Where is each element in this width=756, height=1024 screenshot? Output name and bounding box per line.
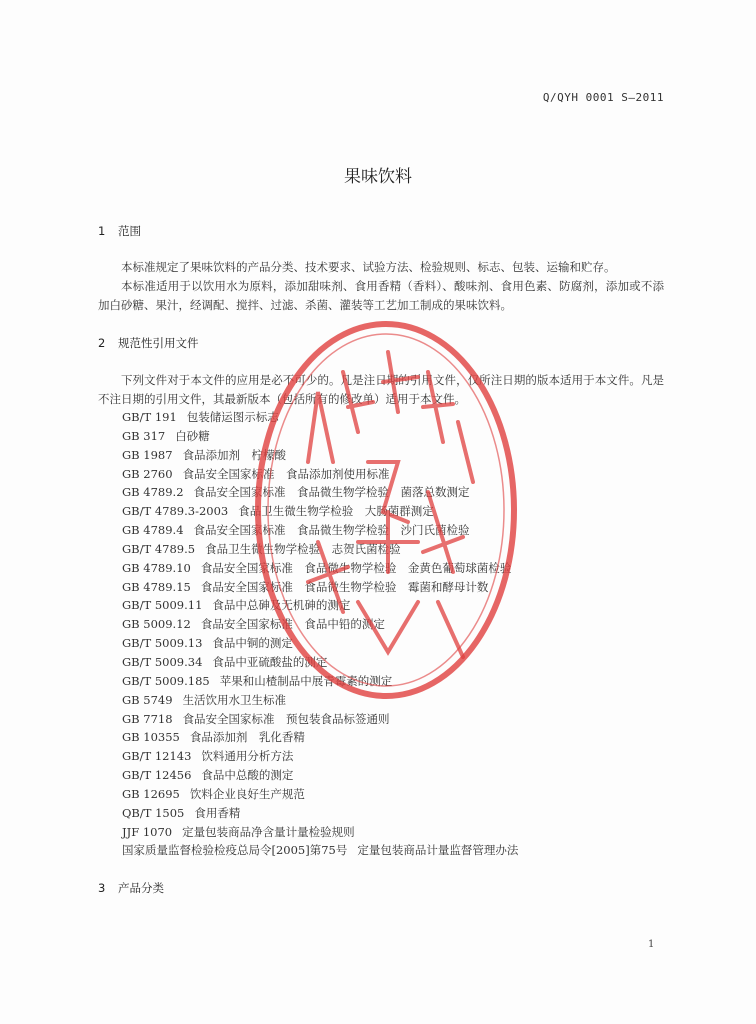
reference-title: 定量包装商品净含量计量检验规则 (182, 824, 355, 839)
reference-item (122, 521, 682, 540)
reference-code: GB/T 5009.34 (122, 654, 203, 669)
reference-title: 生活饮用水卫生标准 (182, 692, 287, 707)
scope-paragraph-2: 本标准适用于以饮用水为原料，添加甜味剂、食用香精（香料）、酸味剂、食用色素、防腐剂，添加或不添加白砂糖、果汁，经调配、搅拌、过滤、杀菌、灌装等工艺加工制成的果味饮料。 (98, 279, 664, 312)
reference-code: GB/T 4789.3-2003 (122, 504, 229, 519)
reference-title: 食品添加剂 乳化香精 (189, 730, 305, 745)
section-title: 范围 (118, 224, 141, 238)
section-number: 1 (98, 224, 106, 238)
reference-code: GB 7718 (122, 711, 173, 726)
reference-code: GB 1987 (122, 447, 173, 462)
reference-code: GB/T 4789.5 (122, 541, 196, 556)
reference-item (122, 672, 682, 691)
reference-code: GB 12695 (122, 786, 180, 801)
section-title: 产品分类 (118, 881, 164, 895)
section-heading-normative-references (98, 335, 199, 351)
reference-item (122, 465, 682, 484)
reference-code: GB 5009.12 (122, 617, 191, 632)
reference-title: 苹果和山楂制品中展青霉素的测定 (219, 673, 393, 688)
reference-code: JJF 1070 (122, 824, 173, 839)
page-number: 1 (648, 939, 655, 950)
reference-item (122, 823, 682, 842)
reference-title: 饮料通用分析方法 (201, 749, 294, 764)
reference-title: 包装储运图示标志 (186, 410, 279, 424)
reference-item (122, 427, 682, 446)
reference-code: GB 4789.2 (122, 485, 184, 500)
reference-item (122, 408, 682, 427)
reference-title: 食品中亚硫酸盐的测定 (212, 654, 328, 669)
reference-item (122, 596, 682, 615)
scope-paragraph-1: 本标准规定了果味饮料的产品分类、技术要求、试验方法、检验规则、标志、包装、运输和贮存。 (121, 260, 616, 274)
reference-item (122, 841, 682, 860)
reference-title: 饮料企业良好生产规范 (189, 786, 305, 801)
section-heading-classification (98, 880, 164, 896)
reference-code: GB/T 191 (122, 410, 177, 424)
reference-item (122, 502, 682, 521)
reference-code: GB/T 5009.185 (122, 673, 210, 688)
reference-item (122, 728, 682, 747)
reference-item (122, 785, 682, 804)
reference-code: GB 4789.10 (122, 560, 191, 575)
reference-title: 食品安全国家标准 食品中铅的测定 (200, 617, 385, 632)
reference-title: 食品中总砷及无机砷的测定 (212, 598, 351, 613)
reference-code: GB 5749 (122, 692, 173, 707)
reference-title: 食品添加剂 柠檬酸 (182, 447, 287, 462)
reference-code: GB/T 5009.13 (122, 636, 203, 651)
section-number: 2 (98, 336, 106, 350)
reference-list (122, 408, 682, 860)
reference-title: 食品安全国家标准 预包装食品标签通则 (182, 711, 390, 726)
reference-item (122, 653, 682, 672)
reference-code: QB/T 1505 (122, 805, 185, 820)
reference-code: GB/T 5009.11 (122, 598, 203, 613)
reference-item (122, 804, 682, 823)
reference-title: 食品安全国家标准 食品微生物学检验 金黄色葡萄球菌检验 (200, 560, 512, 575)
reference-code: GB 317 (122, 428, 166, 443)
reference-item (122, 540, 682, 559)
reference-item (122, 578, 682, 597)
reference-item (122, 559, 682, 578)
reference-item (122, 634, 682, 653)
reference-title: 食品卫生微生物学检验 大肠菌群测定 (238, 504, 434, 519)
reference-code: GB 10355 (122, 730, 180, 745)
reference-item (122, 747, 682, 766)
reference-code: GB 2760 (122, 466, 173, 481)
reference-title: 食品安全国家标准 食品微生物学检验 霉菌和酵母计数 (200, 579, 489, 594)
reference-item (122, 691, 682, 710)
reference-title: 食品安全国家标准 食品添加剂使用标准 (182, 466, 390, 481)
section-number: 3 (98, 881, 106, 895)
reference-title: 食品安全国家标准 食品微生物学检验 沙门氏菌检验 (193, 523, 470, 538)
standard-code: Q/QYH 0001 S—2011 (542, 91, 664, 104)
section-heading-scope (98, 223, 141, 239)
reference-title: 定量包装商品计量监督管理办法 (357, 843, 519, 858)
reference-item (122, 710, 682, 729)
reference-title: 食用香精 (194, 805, 241, 820)
reference-item (122, 615, 682, 634)
document-title: 果味饮料 (344, 167, 412, 187)
reference-item (122, 766, 682, 785)
reference-title: 食品中总酸的测定 (201, 768, 294, 783)
reference-title: 白砂糖 (175, 428, 210, 443)
reference-title: 食品安全国家标准 食品微生物学检验 菌落总数测定 (193, 485, 470, 500)
reference-title: 食品卫生微生物学检验 志贺氏菌检验 (205, 541, 401, 556)
reference-code: GB 4789.4 (122, 523, 184, 538)
reference-code: 国家质量监督检验检疫总局令[2005]第75号 (122, 843, 348, 858)
references-intro: 下列文件对于本文件的应用是必不可少的。凡是注日期的引用文件，仅所注日期的版本适用于本文件。凡是不注日期的引用文件，其最新版本（包括所有的修改单）适用于本文件。 (98, 373, 664, 406)
section-title: 规范性引用文件 (118, 336, 199, 350)
reference-code: GB/T 12456 (122, 768, 192, 783)
reference-code: GB 4789.15 (122, 579, 191, 594)
reference-item (122, 483, 682, 502)
reference-code: GB/T 12143 (122, 749, 192, 764)
reference-title: 食品中铜的测定 (212, 636, 293, 651)
reference-item (122, 446, 682, 465)
